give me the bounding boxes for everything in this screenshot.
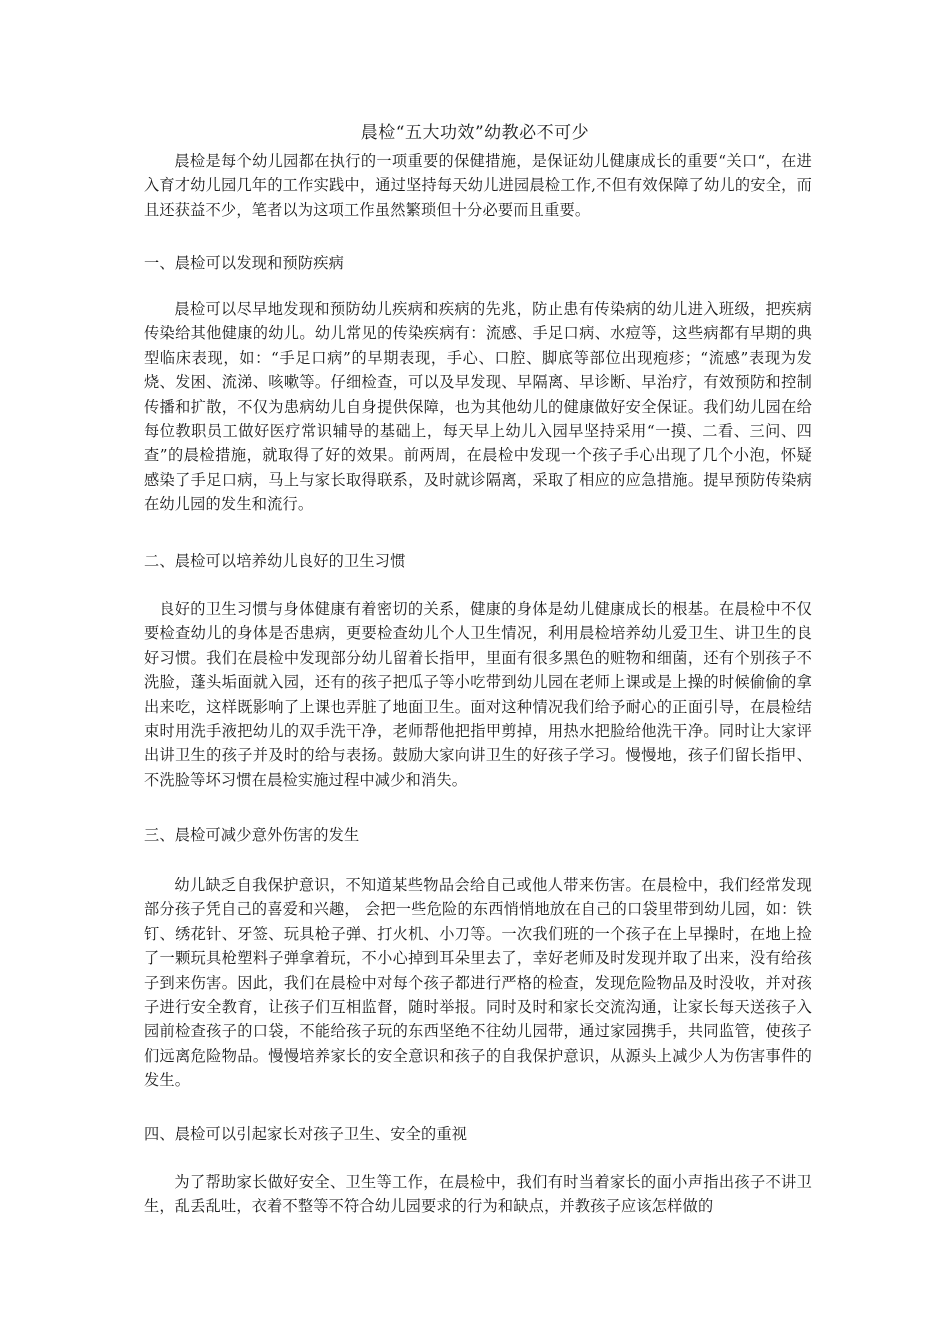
section-4-body: 为了帮助家长做好安全、卫生等工作，在晨检中，我们有时当着家长的面小声指出孩子不讲卫生，乱丢乱吐，衣着不整等不符合幼儿园要求的行为和缺点，并教孩子应该怎样做的 <box>144 1173 812 1216</box>
section-2-heading: 二、晨检可以培养幼儿良好的卫生习惯 <box>144 552 406 570</box>
section-2-body: 良好的卫生习惯与身体健康有着密切的关系，健康的身体是幼儿健康成长的根基。在晨检中不仅要检查幼儿的身体是否患病，更要检查幼儿个人卫生情况，利用晨检培养幼儿爱卫生、讲卫生的良好习惯。我们在晨检中发现部分幼儿留着长指甲，里面有很多黑色的赃物和细菌，还有个别孩子不洗脸，蓬头垢面就入园，还有的孩子把瓜子等小吃带到幼儿园在老师上课或是上操的时候偷偷的拿出来吃，这样既影响了上课也弄脏了地面卫生。面对这种情况我们给予耐心的正面引导，在晨检结束时用洗手液把幼儿的双手洗干净，老师帮他把指甲剪掉，用热水把脸给他洗干净。同时让大家评出讲卫生的孩子并及时的给与表扬。鼓励大家向讲卫生的好孩子学习。慢慢地，孩子们留长指甲、不洗脸等坏习惯在晨检实施过程中减少和消失。 <box>144 600 812 789</box>
section-4-heading: 四、晨检可以引起家长对孩子卫生、安全的重视 <box>144 1125 468 1143</box>
section-3-body: 幼儿缺乏自我保护意识，不知道某些物品会给自己或他人带来伤害。在晨检中，我们经常发现部分孩子凭自己的喜爱和兴趣， 会把一些危险的东西悄悄地放在自己的口袋里带到幼儿园，如：铁钉、绣花针、牙签、玩具枪子弹、打火机、小刀等。一次我们班的一个孩子在上早操时，在地上捡了一颗玩具枪塑料子弹拿着玩，不小心掉到耳朵里去了，幸好老师及时发现并取了出来，没有给孩子到来伤害。因此，我们在晨检中对每个孩子都进行严格的检查，发现危险物品及时没收，并对孩子进行安全教育，让孩子们互相监督，随时举报。同时及时和家长交流沟通，让家长每天送孩子入园前检查孩子的口袋，不能给孩子玩的东西坚绝不往幼儿园带，通过家园携手，共同监管，使孩子们远离危险物品。慢慢培养家长的安全意识和孩子的自我保护意识，从源头上减少人为伤害事件的发生。 <box>144 876 812 1090</box>
intro-paragraph: 晨检是每个幼儿园都在执行的一项重要的保健措施，是保证幼儿健康成长的重要“关口“，在进入育才幼儿园几年的工作实践中，通过坚持每天幼儿进园晨检工作,不但有效保障了幼儿的安全，而且还获益不少，笔者以为这项工作虽然繁琐但十分必要而且重要。 <box>144 152 812 219</box>
section-3-heading: 三、晨检可减少意外伤害的发生 <box>144 826 360 844</box>
section-1-heading: 一、晨检可以发现和预防疾病 <box>144 254 345 272</box>
document-title: 晨检“五大功效”幼教必不可少 <box>360 123 590 143</box>
section-1-body: 晨检可以尽早地发现和预防幼儿疾病和疾病的先兆，防止患有传染病的幼儿进入班级，把疾病传染给其他健康的幼儿。幼儿常见的传染疾病有：流感、手足口病、水痘等，这些病都有早期的典型临床表现，如：“手足口病”的早期表现，手心、口腔、脚底等部位出现疱疹；“流感”表现为发烧、发困、流涕、咳嗽等。仔细检查，可以及早发现、早隔离、早诊断、早治疗，有效预防和控制传播和扩散，不仅为患病幼儿自身提供保障，也为其他幼儿的健康做好安全保证。我们幼儿园在给每位教职员工做好医疗常识辅导的基础上，每天早上幼儿入园早坚持采用“一摸、二看、三问、四查”的晨检措施，就取得了好的效果。前两周，在晨检中发现一个孩子手心出现了几个小泡，怀疑感染了手足口病，马上与家长取得联系，及时就诊隔离，采取了相应的应急措施。提早预防传染病在幼儿园的发生和流行。 <box>144 300 812 514</box>
